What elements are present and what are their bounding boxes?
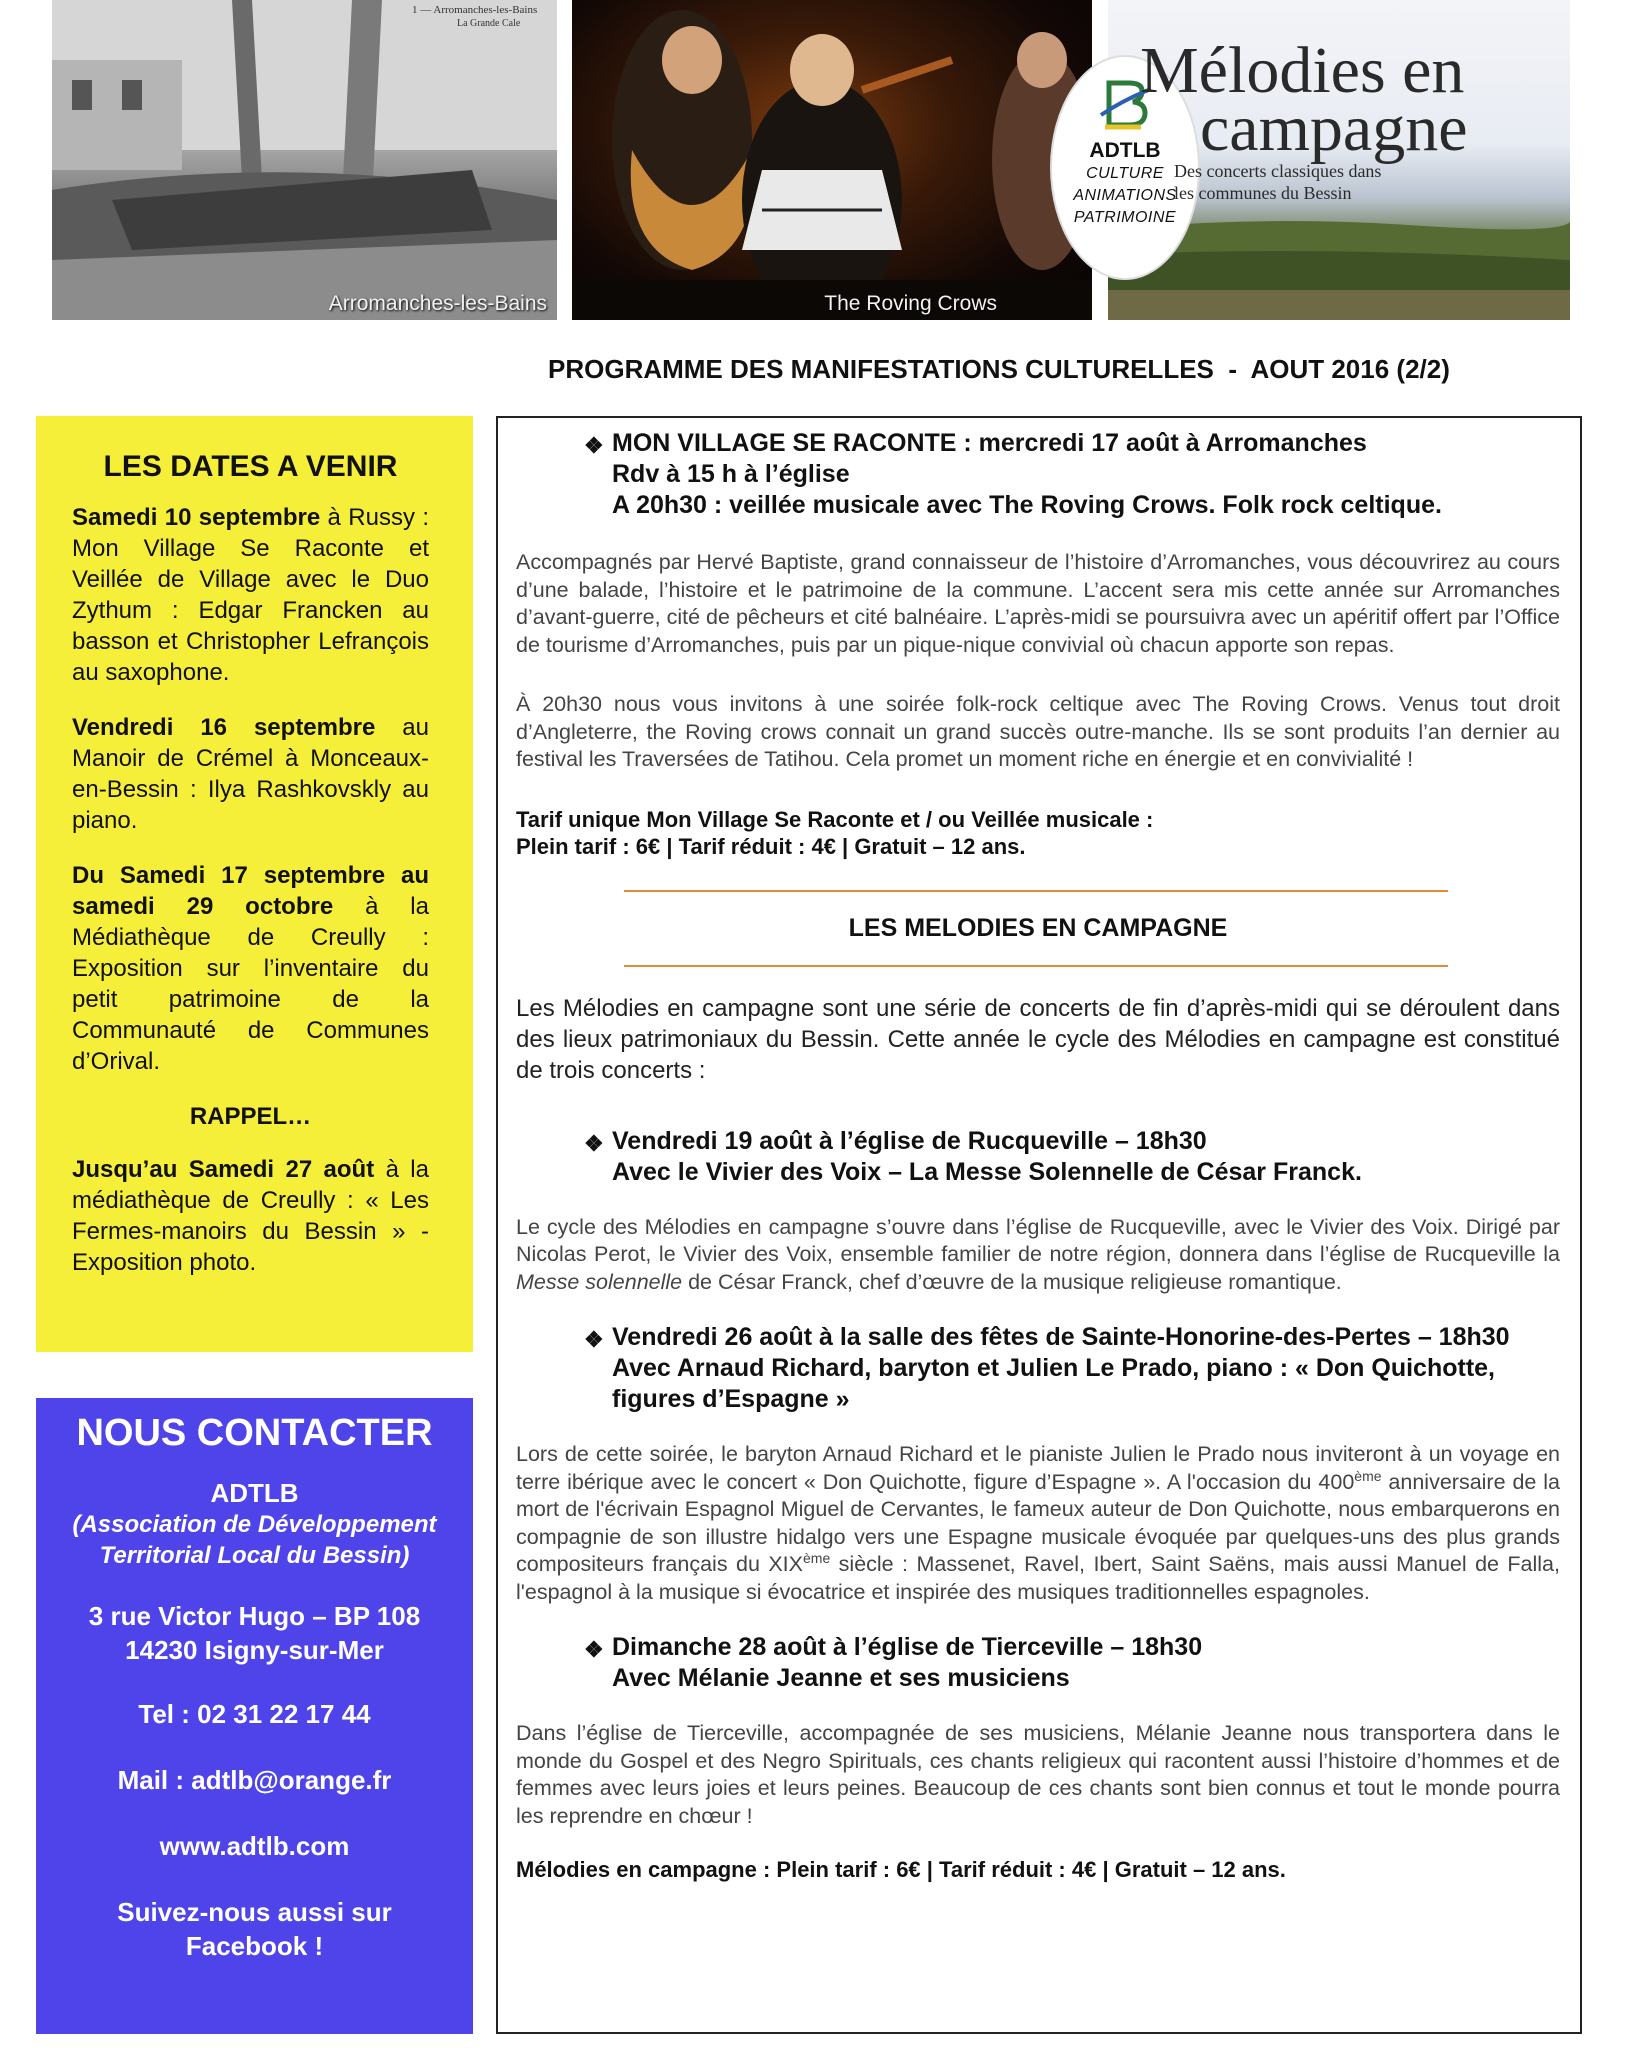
melodies-intro: Les Mélodies en campagne sont une série de concerts de fin d’après-midi qui se déroulent dans des lieux patrimoniaux du Bessin. Cette année le cycle des Mélodies en campagne est constitué de trois concerts : bbox=[516, 994, 1560, 1084]
postcard-sublabel: La Grande Cale bbox=[457, 18, 521, 29]
concert-heading-line: Dimanche 28 août à l’église de Tierceville – 18h30 bbox=[612, 1633, 1203, 1661]
badge-line-3: PATRIMOINE bbox=[1073, 209, 1177, 226]
date-item bbox=[72, 860, 429, 1077]
melodies-logo-title bbox=[1140, 34, 1468, 165]
tarif-line: Tarif unique Mon Village Se Raconte et / ou Veillée musicale : bbox=[516, 806, 1154, 832]
upcoming-dates-title: LES DATES A VENIR bbox=[103, 450, 398, 483]
rappel-item-bold: Jusqu’au Samedi 27 août bbox=[72, 1156, 375, 1183]
contact-org-full: (Association de Développement Territorial Local du Bessin) bbox=[72, 1511, 437, 1569]
diamond-bullet-icon: ❖ bbox=[584, 1130, 604, 1156]
contact-email[interactable]: Mail : adtlb@orange.fr bbox=[117, 1765, 392, 1795]
date-item bbox=[72, 712, 429, 836]
melodies-title-line-2: campagne bbox=[1200, 92, 1468, 165]
date-item-bold: Vendredi 16 septembre bbox=[72, 714, 376, 741]
concert-text: anniversaire de la mort de l'écrivain Espagnol Miguel de Cervantes, le fameux auteur de Don Quichotte, nous embarquerons en compagnie de son illustre hidalgo vers une Espagne musicale évoquée par quelques-uns des plus grands compositeurs français du XIX bbox=[516, 1469, 1561, 1576]
concert-heading bbox=[516, 1632, 1560, 1694]
event-heading-mon-village bbox=[516, 428, 1560, 521]
section-divider bbox=[624, 965, 1448, 967]
concert-heading-line: Vendredi 26 août à la salle des fêtes de Sainte-Honorine-des-Pertes – 18h30 bbox=[612, 1323, 1510, 1351]
contact-panel bbox=[36, 1398, 473, 2034]
diamond-bullet-icon: ❖ bbox=[584, 1637, 604, 1662]
arromanches-illustration bbox=[52, 0, 557, 320]
concert-text-italic: Messe solennelle bbox=[516, 1269, 683, 1294]
badge-line-2: ANIMATIONS bbox=[1073, 187, 1177, 204]
contact-website-link[interactable]: www.adtlb.com bbox=[159, 1831, 350, 1861]
concert-paragraph bbox=[516, 1214, 1560, 1297]
event-paragraph: À 20h30 nous vous invitons à une soirée folk-rock celtique avec The Roving Crows. Venus tout droit d’Angleterre, the Roving crows connait un grand succès outre-manche. Ils se sont produits l’an dernier au festival les Traversées de Tatihou. Cela promet un moment riche en énergie et en convivialité ! bbox=[516, 692, 1560, 771]
concert-heading-line: Avec le Vivier des Voix – La Messe Solennelle de César Franck. bbox=[612, 1157, 1362, 1186]
contact-facebook: Suivez-nous aussi sur Facebook ! bbox=[117, 1897, 392, 1961]
upcoming-dates-panel bbox=[36, 416, 473, 1352]
events-panel bbox=[496, 416, 1582, 2034]
melodies-subtitle-line-1: Des concerts classiques dans bbox=[1174, 161, 1382, 181]
roving-crows-photo bbox=[572, 0, 1092, 320]
contact-address-line-2: 14230 Isigny-sur-Mer bbox=[125, 1635, 384, 1665]
melodies-logo-subtitle bbox=[1174, 160, 1381, 204]
date-item-bold: Du Samedi 17 septembre au samedi 29 octobre bbox=[72, 862, 429, 920]
date-item-text: au Manoir de Crémel à Monceaux-en-Bessin : Ilya Rashkovskly au piano. bbox=[72, 714, 429, 834]
diamond-bullet-icon: ❖ bbox=[584, 1327, 604, 1352]
event-heading-line: A 20h30 : veillée musicale avec The Roving Crows. Folk rock celtique. bbox=[612, 491, 1442, 519]
badge-line-1: CULTURE bbox=[1086, 165, 1164, 182]
contact-address-line-1: 3 rue Victor Hugo – BP 108 bbox=[88, 1601, 421, 1631]
melodies-section-title: LES MELODIES EN CAMPAGNE bbox=[848, 913, 1228, 942]
event-heading-line: MON VILLAGE SE RACONTE : mercredi 17 août à Arromanches bbox=[612, 429, 1367, 457]
contact-address bbox=[36, 1599, 473, 1667]
concert-text: Le cycle des Mélodies en campagne s’ouvre dans l’église de Rucqueville, avec le Vivier des Voix. Dirigé par Nicolas Perot, le Vivier des Voix, ensemble familier de notre région, donnera dans l’église de Rucqueville la bbox=[516, 1214, 1560, 1266]
arromanches-caption: Arromanches-les-Bains bbox=[328, 292, 547, 315]
concert-superscript: ème bbox=[1354, 1467, 1382, 1484]
concert-text: siècle : Massenet, Ravel, Ibert, Saint Saëns, mais aussi Manuel de Falla, l'espagnol à la musique si évocatrice et inspirée des musiques traditionnelles espagnoles. bbox=[516, 1552, 1560, 1604]
event-tarif bbox=[516, 806, 1560, 860]
tarif-line: Plein tarif : 6€ | Tarif réduit : 4€ | Gratuit – 12 ans. bbox=[516, 833, 1026, 859]
concert-heading bbox=[516, 1322, 1560, 1415]
concert-paragraph: Dans l’église de Tierceville, accompagnée de ses musiciens, Mélanie Jeanne nous transportera dans le monde du Gospel et des Negro Spirituals, ces chants religieux qui racontent aussi l’histoire d’hommes et de femmes avec leurs joies et leurs peines. Beaucoup de ces chants sont bien connus et tout le monde pourra les reprendre en chœur ! bbox=[516, 1721, 1560, 1828]
rappel-item bbox=[72, 1154, 429, 1278]
melodies-subtitle-line-2: les communes du Bessin bbox=[1174, 183, 1352, 203]
concert-heading-line: Vendredi 19 août à l’église de Rucqueville – 18h30 bbox=[612, 1126, 1207, 1155]
concert-heading-line: Avec Arnaud Richard, baryton et Julien Le Prado, piano : « Don Quichotte, figures d’Espagne » bbox=[612, 1354, 1495, 1413]
concert-text: Lors de cette soirée, le baryton Arnaud Richard et le pianiste Julien le Prado nous inviteront à un voyage en terre ibérique avec le concert « Don Quichotte, figure d’Espagne ». A l'occasion du 400 bbox=[516, 1442, 1560, 1494]
roving-crows-caption: The Roving Crows bbox=[824, 292, 997, 315]
roving-crows-illustration bbox=[572, 0, 1092, 320]
melodies-tarif: Mélodies en campagne : Plein tarif : 6€ | Tarif réduit : 4€ | Gratuit – 12 ans. bbox=[516, 1857, 1286, 1882]
concert-superscript: ème bbox=[803, 1549, 831, 1566]
diamond-bullet-icon: ❖ bbox=[584, 433, 604, 458]
badge-name: ADTLB bbox=[1089, 139, 1161, 162]
rappel-item-text: à la médiathèque de Creully : « Les Fermes-manoirs du Bessin » - Exposition photo. bbox=[72, 1156, 429, 1276]
concert-heading-line: Avec Mélanie Jeanne et ses musiciens bbox=[612, 1664, 1070, 1692]
program-title: PROGRAMME DES MANIFESTATIONS CULTURELLES - AOUT 2016 (2/2) bbox=[548, 354, 1450, 384]
rappel-heading: RAPPEL… bbox=[189, 1103, 312, 1130]
date-item-text: à Russy : Mon Village Se Raconte et Veillée de Village avec le Duo Zythum : Edgar Francken au basson et Christopher Lefrançois au saxophone. bbox=[72, 504, 429, 686]
arromanches-photo bbox=[52, 0, 557, 320]
melodies-title-line-1: Mélodies en bbox=[1140, 34, 1465, 107]
concert-text: de César Franck, chef d’œuvre de la musique religieuse romantique. bbox=[682, 1269, 1342, 1294]
contact-phone: Tel : 02 31 22 17 44 bbox=[138, 1699, 371, 1729]
contact-title: NOUS CONTACTER bbox=[76, 1412, 433, 1454]
event-paragraph: Accompagnés par Hervé Baptiste, grand connaisseur de l’histoire d’Arromanches, vous découvrirez au cours d’une balade, l’histoire et le patrimoine de la commune. L’accent sera mis cette année sur Arromanches d’avant-guerre, cité de pêcheurs et cité balnéaire. L’après-midi se poursuivra avec un apéritif offert par l’Office de tourisme d’Arromanches, puis par un pique-nique convivial où chacun apporte son repas. bbox=[516, 550, 1560, 657]
postcard-label: 1 — Arromanches-les-Bains bbox=[412, 4, 538, 16]
concert-heading bbox=[516, 1126, 1560, 1188]
event-heading-line: Rdv à 15 h à l’église bbox=[612, 460, 850, 488]
contact-org: ADTLB bbox=[210, 1478, 299, 1508]
concert-paragraph bbox=[516, 1441, 1560, 1606]
section-divider bbox=[624, 890, 1448, 892]
date-item-bold: Samedi 10 septembre bbox=[72, 504, 321, 531]
date-item bbox=[72, 502, 429, 688]
date-item-text: à la Médiathèque de Creully : Exposition sur l’inventaire du petit patrimoine de la Communauté de Communes d’Orival. bbox=[72, 893, 429, 1075]
